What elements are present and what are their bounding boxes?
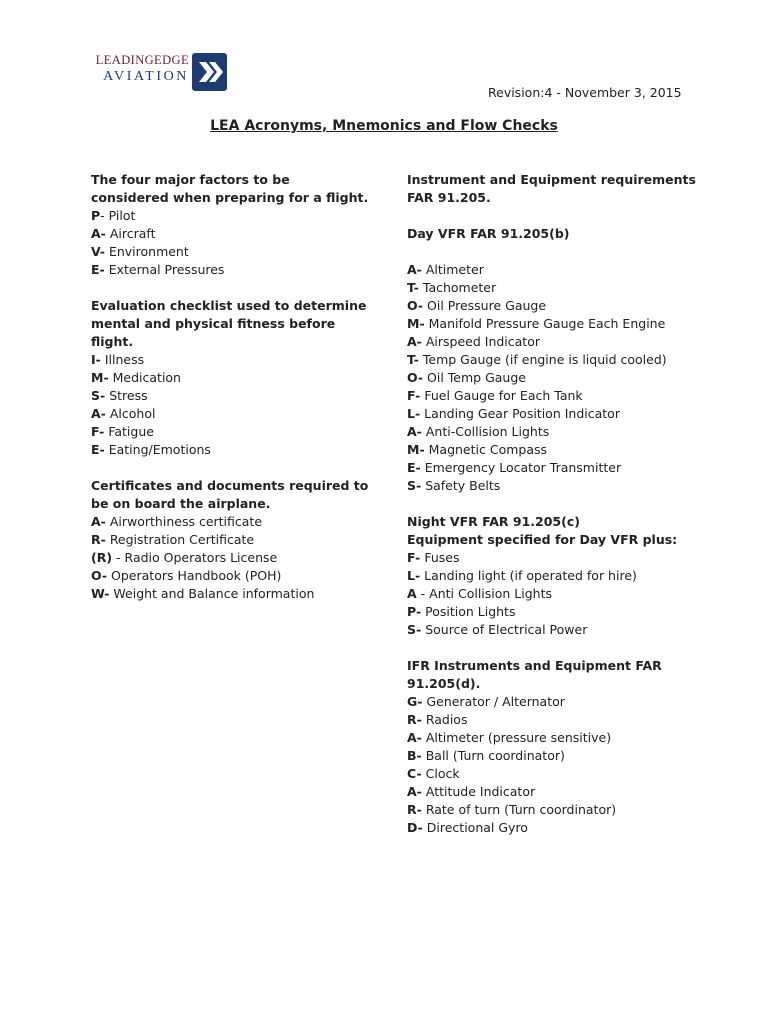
acronym-letter: S-	[407, 622, 422, 637]
acronym-letter: W-	[91, 586, 110, 601]
logo-wordmark	[91, 53, 189, 86]
acronym-item	[91, 207, 371, 225]
acronym-letter: T-	[407, 280, 419, 295]
acronym-letter: O-	[407, 370, 424, 385]
acronym-item	[91, 423, 371, 441]
acronym-letter: E-	[91, 442, 105, 457]
right-column	[407, 171, 707, 855]
acronym-letter: E-	[407, 460, 421, 475]
acronym-text: Tachometer	[422, 280, 497, 295]
acronym-letter: P-	[407, 604, 422, 619]
acronym-text: External Pressures	[108, 262, 225, 277]
acronym-item	[91, 351, 371, 369]
document-title-text: LEA Acronyms, Mnemonics and Flow Checks	[210, 118, 558, 134]
acronym-text: Ball (Turn coordinator)	[425, 748, 565, 763]
acronym-letter: S-	[91, 388, 106, 403]
acronym-letter: L-	[407, 568, 421, 583]
acronym-item	[91, 531, 371, 549]
acronym-letter: M-	[407, 442, 425, 457]
acronym-letter: E-	[91, 262, 105, 277]
acronym-text: Illness	[104, 352, 145, 367]
acronym-item	[91, 567, 371, 585]
acronym-text: Anti-Collision Lights	[425, 424, 550, 439]
acronym-section	[91, 171, 371, 279]
logo-line1: LEADINGEDGE	[95, 53, 189, 67]
acronym-item	[407, 279, 707, 297]
acronym-letter: R-	[91, 532, 106, 547]
acronym-item	[407, 315, 707, 333]
acronym-text: Attitude Indicator	[425, 784, 536, 799]
acronym-item	[91, 369, 371, 387]
acronym-section	[407, 657, 707, 837]
acronym-item	[407, 747, 707, 765]
acronym-letter: L-	[407, 406, 421, 421]
acronym-item	[407, 729, 707, 747]
acronym-letter: R-	[407, 802, 422, 817]
acronym-letter: M-	[91, 370, 109, 385]
acronym-letter: A-	[91, 406, 106, 421]
acronym-text: Safety Belts	[425, 478, 501, 493]
acronym-text: Directional Gyro	[426, 820, 528, 835]
acronym-letter: R-	[407, 712, 422, 727]
acronym-text: Oil Pressure Gauge	[427, 298, 547, 313]
acronym-text: Landing light (if operated for hire)	[424, 568, 637, 583]
acronym-item	[407, 765, 707, 783]
acronym-item	[407, 261, 707, 279]
acronym-letter: V-	[91, 244, 105, 259]
acronym-letter: A-	[407, 730, 422, 745]
acronym-text: Generator / Alternator	[426, 694, 565, 709]
acronym-letter: P	[91, 208, 101, 223]
acronym-item	[407, 423, 707, 441]
acronym-text: Stress	[109, 388, 148, 403]
acronym-section	[407, 171, 707, 207]
acronym-item	[407, 819, 707, 837]
acronym-item	[407, 585, 707, 603]
acronym-letter: O-	[407, 298, 424, 313]
revision-line: Revision:4 - November 3, 2015	[488, 85, 682, 100]
acronym-item	[407, 405, 707, 423]
acronym-letter: F-	[407, 550, 421, 565]
acronym-item	[407, 549, 707, 567]
acronym-letter: A-	[91, 514, 106, 529]
acronym-letter: F-	[407, 388, 421, 403]
acronym-text: Oil Temp Gauge	[427, 370, 526, 385]
acronym-item	[407, 711, 707, 729]
acronym-letter: A-	[407, 262, 422, 277]
acronym-letter: A-	[91, 226, 106, 241]
acronym-letter: I-	[91, 352, 101, 367]
section-heading: The four major factors to be considered when preparing for a flight.	[91, 172, 369, 205]
acronym-text: Pilot	[108, 208, 136, 223]
acronym-item	[91, 513, 371, 531]
acronym-text: Rate of turn (Turn coordinator)	[425, 802, 617, 817]
acronym-text: Altimeter	[425, 262, 484, 277]
acronym-section	[407, 225, 707, 495]
section-heading: Day VFR FAR 91.205(b)	[407, 226, 570, 241]
acronym-text: Eating/Emotions	[108, 442, 211, 457]
acronym-section	[91, 297, 371, 459]
acronym-item	[407, 297, 707, 315]
acronym-item	[407, 567, 707, 585]
acronym-item	[91, 549, 371, 567]
acronym-letter: C-	[407, 766, 422, 781]
acronym-item	[407, 603, 707, 621]
acronym-item	[407, 369, 707, 387]
company-logo	[91, 53, 227, 91]
acronym-item	[91, 441, 371, 459]
acronym-item	[91, 261, 371, 279]
acronym-letter: A-	[407, 784, 422, 799]
acronym-text: Aircraft	[109, 226, 156, 241]
acronym-text: Radio Operators License	[124, 550, 278, 565]
acronym-text: Altimeter (pressure sensitive)	[425, 730, 612, 745]
acronym-separator: -	[112, 550, 125, 565]
acronym-text: Airspeed Indicator	[425, 334, 540, 349]
section-heading: IFR Instruments and Equipment FAR 91.205(d).	[407, 658, 662, 691]
acronym-item	[407, 621, 707, 639]
acronym-separator: -	[416, 586, 430, 601]
acronym-item	[407, 441, 707, 459]
acronym-text: Radios	[425, 712, 468, 727]
acronym-text: Fuel Gauge for Each Tank	[424, 388, 583, 403]
document-title	[0, 118, 768, 134]
acronym-text: Magnetic Compass	[428, 442, 548, 457]
acronym-text: Anti Collision Lights	[429, 586, 553, 601]
acronym-letter: B-	[407, 748, 422, 763]
acronym-letter: T-	[407, 352, 419, 367]
acronym-text: Position Lights	[425, 604, 516, 619]
left-column	[91, 171, 371, 621]
acronym-letter: A-	[407, 334, 422, 349]
acronym-text: Manifold Pressure Gauge Each Engine	[428, 316, 666, 331]
acronym-letter: A	[407, 586, 417, 601]
section-heading: Evaluation checklist used to determine mental and physical fitness before flight.	[91, 298, 367, 349]
acronym-text: Weight and Balance information	[113, 586, 315, 601]
section-subheading: Equipment specified for Day VFR plus:	[407, 532, 678, 547]
acronym-item	[407, 693, 707, 711]
acronym-letter: D-	[407, 820, 423, 835]
acronym-item	[407, 333, 707, 351]
acronym-text: Landing Gear Position Indicator	[424, 406, 620, 421]
acronym-item	[91, 243, 371, 261]
acronym-text: Source of Electrical Power	[425, 622, 588, 637]
acronym-item	[407, 351, 707, 369]
acronym-item	[91, 405, 371, 423]
acronym-text: Registration Certificate	[109, 532, 255, 547]
section-heading: Certificates and documents required to be on board the airplane.	[91, 478, 369, 511]
acronym-text: Clock	[425, 766, 460, 781]
acronym-item	[91, 387, 371, 405]
section-heading: Instrument and Equipment requirements FAR 91.205.	[407, 172, 696, 205]
acronym-item	[407, 801, 707, 819]
acronym-text: Medication	[112, 370, 181, 385]
acronym-letter: G-	[407, 694, 423, 709]
acronym-item	[91, 225, 371, 243]
acronym-separator: -	[100, 208, 109, 223]
acronym-letter: O-	[91, 568, 108, 583]
acronym-letter: (R)	[91, 550, 113, 565]
logo-line2: AVIATION	[103, 69, 189, 84]
acronym-text: Fuses	[424, 550, 460, 565]
acronym-item	[91, 585, 371, 603]
acronym-text: Airworthiness certificate	[109, 514, 263, 529]
acronym-text: Emergency Locator Transmitter	[424, 460, 622, 475]
acronym-letter: S-	[407, 478, 422, 493]
acronym-item	[407, 783, 707, 801]
acronym-text: Temp Gauge (if engine is liquid cooled)	[422, 352, 667, 367]
acronym-text: Environment	[108, 244, 189, 259]
acronym-letter: F-	[91, 424, 105, 439]
acronym-item	[407, 459, 707, 477]
acronym-section	[407, 513, 707, 639]
acronym-letter: A-	[407, 424, 422, 439]
acronym-item	[407, 477, 707, 495]
acronym-section	[91, 477, 371, 603]
acronym-letter: M-	[407, 316, 425, 331]
acronym-text: Operators Handbook (POH)	[111, 568, 282, 583]
acronym-item	[407, 387, 707, 405]
chevron-logo-icon	[192, 53, 227, 91]
acronym-text: Fatigue	[108, 424, 154, 439]
section-heading: Night VFR FAR 91.205(c)	[407, 514, 580, 529]
acronym-text: Alcohol	[109, 406, 156, 421]
